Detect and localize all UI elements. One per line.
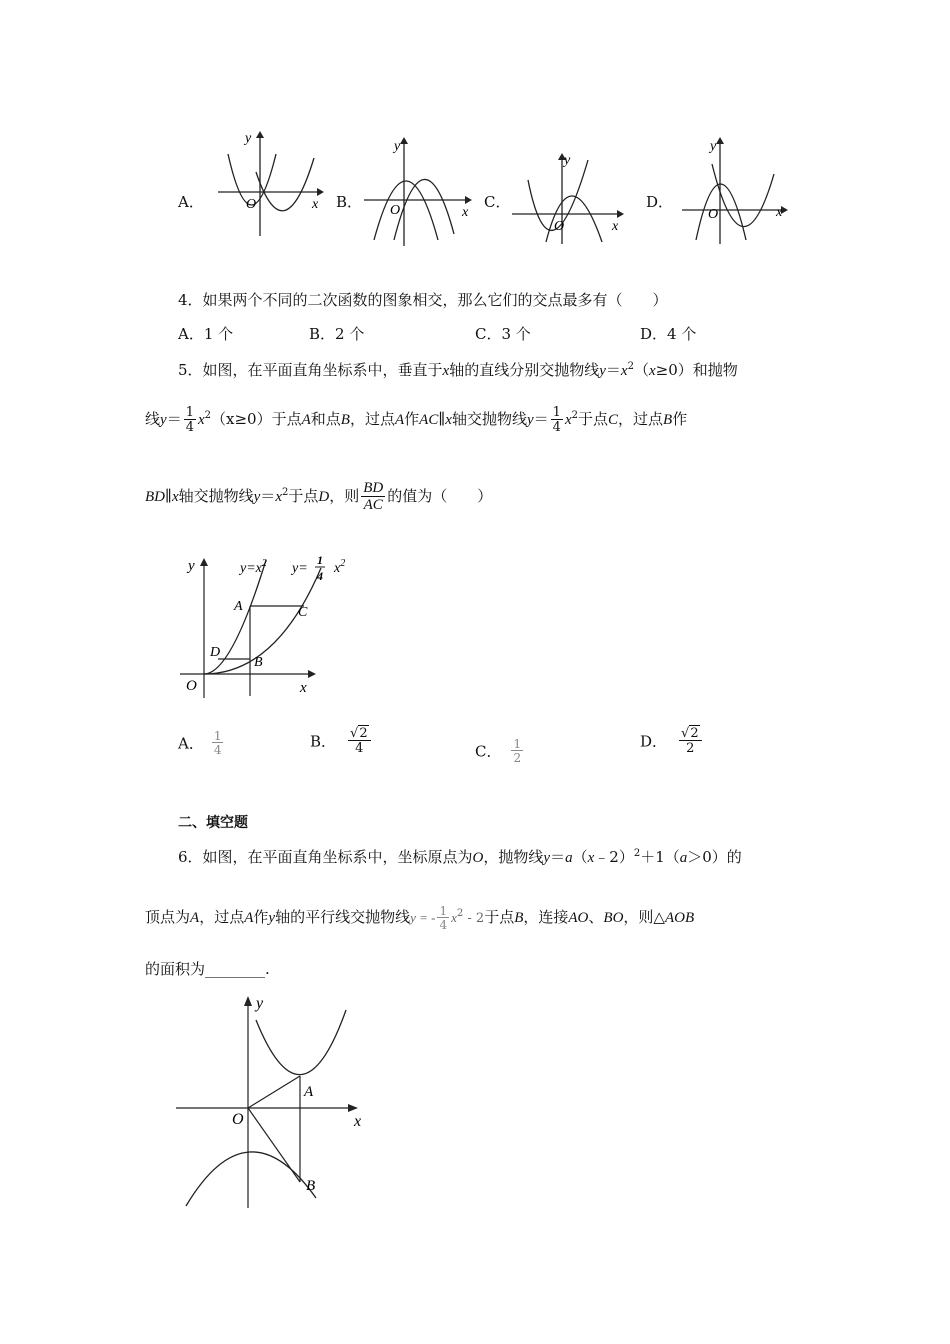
q6-fig-point-b: B <box>306 1178 316 1194</box>
q3d-x-label: x <box>776 205 783 220</box>
q6-fig-x: x <box>354 1113 362 1130</box>
q3a-origin-label: O <box>246 197 257 212</box>
q3-graph-a <box>214 128 328 238</box>
q3b-y-label: y <box>394 139 401 154</box>
q5-fig-curve2-den: 4 <box>317 569 323 583</box>
q3b-origin-label: O <box>390 203 401 218</box>
q5-fig-point-a: A <box>234 599 243 614</box>
q3-graph-d <box>676 134 792 246</box>
q5-fig-origin: O <box>186 678 197 694</box>
q6-fig-origin: O <box>232 1111 244 1128</box>
q4-option-b: B．2 个 <box>309 325 365 343</box>
q5-option-d: D． $\frac{√2}{2}$ <box>640 727 704 755</box>
q3d-y-label: y <box>710 139 717 154</box>
q5-fig-x: x <box>300 680 307 696</box>
q5-line-3: BD∥x轴交抛物线$y=x^2$于点D，则 $\frac{BD}{AC}$ 的值为（ ） <box>145 480 493 513</box>
q5-figure <box>176 550 356 700</box>
q3-graph-b <box>360 134 476 248</box>
q5-fig-y: y <box>188 558 195 574</box>
q6-line-2: 顶点为A，过点A作y轴的平行线交抛物线y = - $\frac{1}{4}$ $x^2 - 2$于点B，连接AO、BO，则△AOB <box>145 904 695 932</box>
q5-fig-point-d: D <box>210 645 221 660</box>
q3-option-a-label: A． <box>178 193 204 211</box>
q3c-y-label: y <box>564 153 571 168</box>
q3-option-d-label: D． <box>646 193 674 211</box>
q5-fig-curve2-prefix: y= <box>292 561 308 576</box>
q3-option-b-label: B． <box>336 193 363 211</box>
q5-fig-point-b: B <box>254 655 263 670</box>
q5-line-2: 线y＝ $\frac{1}{4}$ $x^2(x\ge 0)$于点A和点B，过点A作AC∥x轴交抛物线y＝ $\frac{1}{4}$ $x^2$于点C，过点B作 <box>145 405 688 435</box>
q6-line-1: 6．如图，在平面直角坐标系中，坐标原点为O，抛物线y＝a（x﹣2）$^2$＋1（a＞0）的 <box>178 848 742 866</box>
q5-fig-curve2-x: $x^2$ <box>334 558 346 576</box>
q5-option-b: B． $\frac{√2}{4}$ <box>310 727 373 755</box>
q3a-y-label: y <box>245 131 252 146</box>
q4-stem: 4．如果两个不同的二次函数的图象相交，那么它们的交点最多有（ ） <box>178 291 668 309</box>
q3c-origin-label: O <box>554 219 565 234</box>
q3c-x-label: x <box>612 219 619 234</box>
q5-fig-curve1: $y=x^2$ <box>240 558 267 576</box>
q3-graph-c <box>508 150 628 246</box>
q3a-x-label: x <box>312 197 319 212</box>
q6-fig-y: y <box>256 995 264 1012</box>
q5-line-1: 5．如图，在平面直角坐标系中，垂直于x轴的直线分别交抛物线$y=x^2(x\ge 0)$和抛物 <box>178 361 738 379</box>
q3d-origin-label: O <box>708 207 719 222</box>
section-title: 二、填空题 <box>178 815 248 831</box>
q4-option-a: A．1 个 <box>178 325 234 343</box>
q5-fig-point-c: C <box>298 605 308 620</box>
q6-fig-point-a: A <box>304 1084 314 1100</box>
q6-figure <box>172 992 378 1214</box>
q5-option-a: A． $\frac{1}{4}$ <box>178 729 222 757</box>
q5-fig-curve2-num: 1 <box>317 553 323 567</box>
q5-option-c: C． $\frac{1}{2}$ <box>475 737 522 765</box>
q6-line-3: 的面积为________. <box>145 960 270 978</box>
q3-option-c-label: C． <box>484 193 511 211</box>
q4-option-d: D．4 个 <box>640 325 697 343</box>
q3b-x-label: x <box>462 205 469 220</box>
q4-option-c: C．3 个 <box>475 325 531 343</box>
